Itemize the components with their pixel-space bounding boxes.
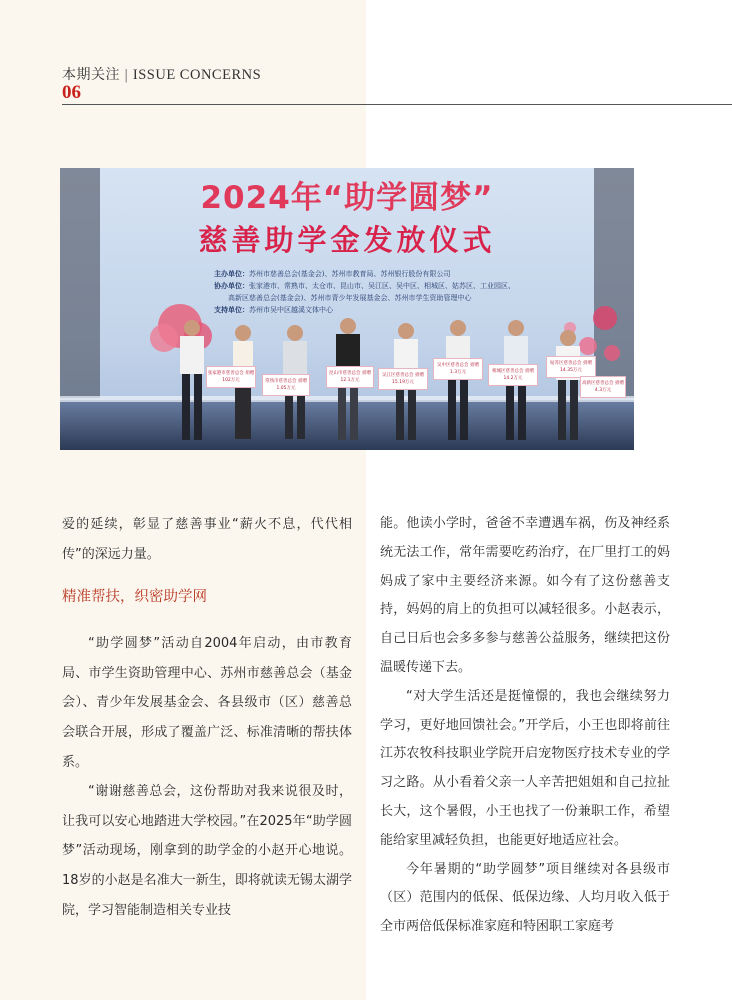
header-section	[62, 64, 261, 84]
donation-placard: 相城区慈善总会 捐赠14.2万元	[488, 364, 538, 386]
donation-placard: 昆山市慈善总会 捐赠12.1万元	[326, 366, 374, 388]
header-section-cn: 本期关注	[62, 67, 120, 83]
banner-line-host: 主办单位：苏州市慈善总会(基金会)、苏州市教育局、苏州银行股份有限公司	[214, 270, 451, 278]
article-paragraph: “助学圆梦”活动自2004年启动，由市教育局、市学生资助管理中心、苏州市慈善总会（基金会）、青少年发展基金会、各县级市（区）慈善总会联合开展，形成了覆盖广泛、标准清晰的帮扶体系。	[62, 636, 352, 770]
donation-placard: 张家港市慈善总会 捐赠102万元	[206, 366, 256, 388]
banner-line-support: 支持单位：苏州市吴中区越溪文体中心	[214, 306, 333, 314]
article-column-right	[380, 510, 670, 942]
ceremony-photo	[60, 168, 634, 450]
article-paragraph: “对大学生活还是挺憧憬的，我也会继续努力学习，更好地回馈社会。”开学后，小王也即将前往江苏农牧科技职业学院开启宠物医疗技术专业的学习之路。从小看着父亲一人辛苦把姐姐和自己拉扯长大，这个暑假，小王也找了一份兼职工作，希望能给家里减轻负担，也能更好地适应社会。	[380, 688, 670, 848]
article-paragraph: “谢谢慈善总会，这份帮助对我来说很及时，让我可以安心地踏进大学校园。”在2025年“助学圆梦”活动现场，刚拿到的助学金的小赵开心地说。18岁的小赵是名准大一新生，即将就读无锡太湖学院，学习智能制造相关专业技	[62, 784, 352, 918]
donation-placard: 姑苏区慈善总会 捐赠14.35万元	[546, 356, 596, 378]
banner-title-ceremony: 慈善助学金发放仪式	[198, 223, 496, 257]
running-header	[62, 64, 261, 84]
donation-placard: 常熟市慈善总会 捐赠1.05万元	[262, 374, 310, 396]
banner-line-co-host-cont: 高新区慈善总会(基金会)、苏州市青少年发展基金会、苏州市学生资助管理中心	[228, 294, 472, 302]
article-column-left	[62, 510, 352, 925]
donation-placard: 吴江区慈善总会 捐赠15.19万元	[378, 368, 428, 390]
donation-placard: 高新区慈善总会 捐赠4.3万元	[580, 376, 626, 398]
article-paragraph: 今年暑期的“助学圆梦”项目继续对各县级市（区）范围内的低保、低保边缘、人均月收入低于全市两倍低保标准家庭和特困职工家庭考	[380, 861, 670, 935]
section-subheading: 精准帮扶，织密助学网	[62, 589, 207, 606]
header-divider: |	[124, 68, 129, 83]
donation-placard: 吴中区慈善总会 捐赠1.3万元	[433, 358, 483, 380]
page-number: 06	[62, 82, 81, 103]
article-paragraph: 爱的延续，彰显了慈善事业“薪火不息，代代相传”的深远力量。	[62, 517, 352, 562]
banner-organizers	[214, 268, 624, 316]
header-rule	[62, 104, 732, 105]
banner-line-co-host: 协办单位：张家港市、常熟市、太仓市、昆山市、吴江区、吴中区、相城区、姑苏区、工业园区、	[214, 282, 515, 290]
header-section-en: ISSUE CONCERNS	[132, 67, 262, 83]
article-paragraph: 能。他读小学时，爸爸不幸遭遇车祸，伤及神经系统无法工作，常年需要吃药治疗，在厂里打工的妈妈成了家中主要经济来源。如今有了这份慈善支持，妈妈的肩上的负担可以减轻很多。小赵表示，自己日后也会多多参与慈善公益服务，继续把这份温暖传递下去。	[380, 516, 670, 675]
banner-title-year: 2024年“助学圆梦”	[200, 180, 494, 216]
